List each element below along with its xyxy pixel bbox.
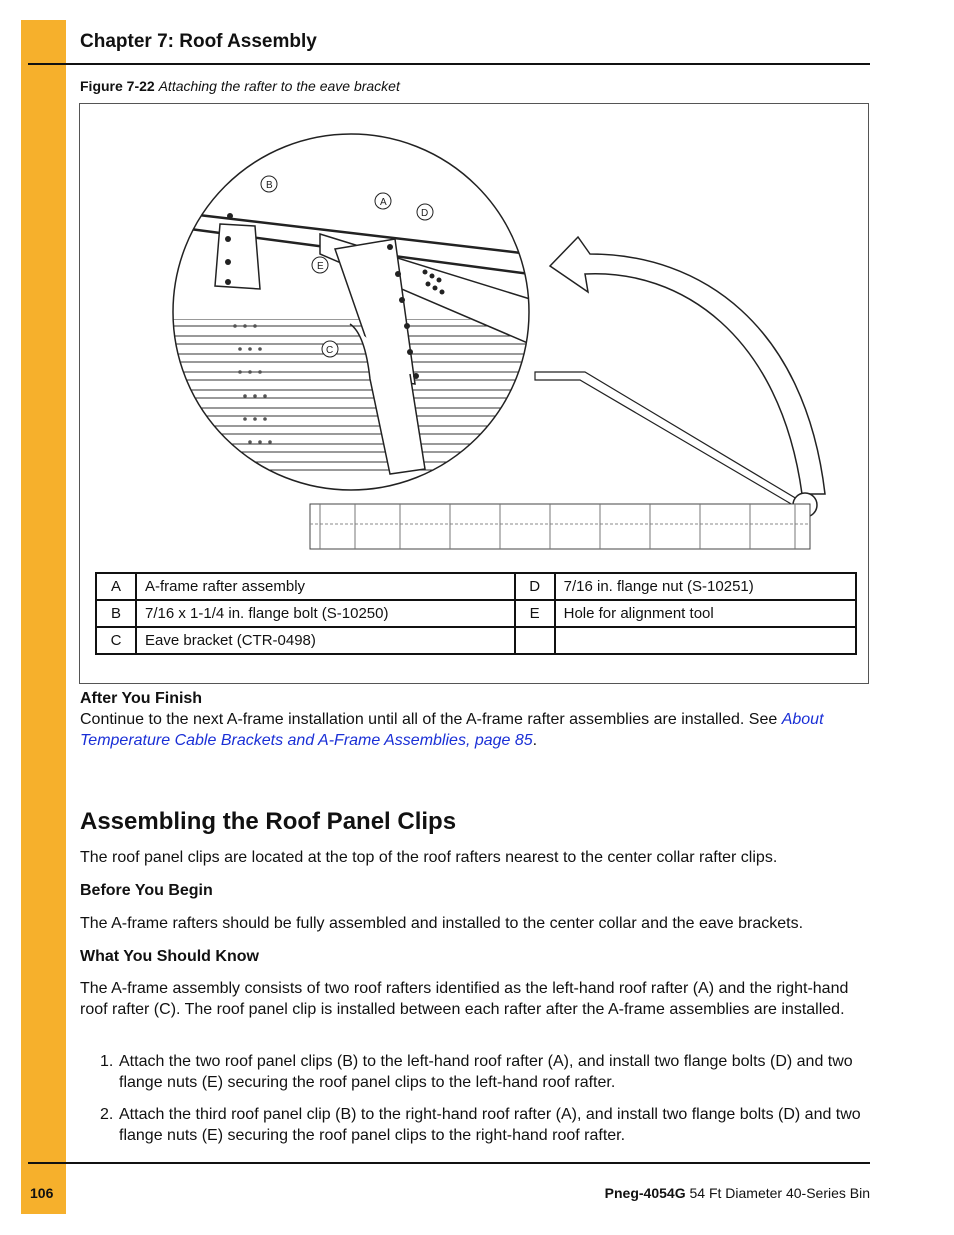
chapter-title: Chapter 7: Roof Assembly xyxy=(80,31,317,52)
page-number: 106 xyxy=(30,1185,54,1201)
after-finish-text: Continue to the next A-frame installation until all of the A-frame rafter assemblies are installed. See About Temperature Cable Brackets and A-Frame Assemblies, page 85. xyxy=(80,711,824,749)
footer-rule xyxy=(28,1162,870,1164)
step-text: Attach the third roof panel clip (B) to the right-hand roof rafter (A), and install two flange bolts (D) and two flange nuts (E) securing the roof panel clips to the right-hand roof rafter. xyxy=(119,1106,861,1144)
svg-text:C: C xyxy=(326,345,334,356)
table-row: C Eave bracket (CTR-0498) xyxy=(96,627,856,654)
svg-text:B: B xyxy=(266,180,273,191)
step-item xyxy=(80,1052,870,1093)
detail-view xyxy=(170,134,540,494)
svg-text:A: A xyxy=(380,197,387,208)
doc-code: Pneg-4054G xyxy=(604,1185,686,1201)
step-item xyxy=(80,1105,870,1146)
document-id xyxy=(605,1185,870,1201)
bin-eave-ring xyxy=(310,504,810,549)
step-number: 1. xyxy=(100,1053,114,1070)
figure-caption xyxy=(80,78,400,94)
step-number: 2. xyxy=(100,1106,114,1123)
table-row: B 7/16 x 1-1/4 in. flange bolt (S-10250) E Hole for alignment tool xyxy=(96,600,856,627)
after-finish-heading: After You Finish xyxy=(80,690,203,707)
rafter-eave-illustration xyxy=(80,104,868,564)
figure-frame xyxy=(79,103,869,684)
direction-arrow xyxy=(550,237,825,494)
header-rule xyxy=(28,63,870,65)
svg-text:D: D xyxy=(421,208,429,219)
chapter-tab-bar xyxy=(21,20,66,1214)
what-to-know-text: The A-frame assembly consists of two roof rafters identified as the left-hand roof rafter (A) and the right-hand roof rafter (C). The roof panel clip is installed between each rafter after the A-frame assemblies are installed. xyxy=(80,980,849,1018)
before-begin-heading: Before You Begin xyxy=(80,882,213,899)
cross-reference-link[interactable]: About Temperature Cable Brackets and A-Frame Assemblies, page 85 xyxy=(80,711,824,749)
table-row: A A-frame rafter assembly D 7/16 in. flange nut (S-10251) xyxy=(96,573,856,600)
rafter-overview xyxy=(535,372,802,508)
what-to-know-heading: What You Should Know xyxy=(80,948,259,965)
before-begin-text: The A-frame rafters should be fully assembled and installed to the center collar and the eave brackets. xyxy=(80,915,804,932)
step-text: Attach the two roof panel clips (B) to the left-hand roof rafter (A), and install two flange bolts (D) and two flange nuts (E) securing the roof panel clips to the left-hand roof rafter. xyxy=(119,1053,853,1091)
section-title: Assembling the Roof Panel Clips xyxy=(80,808,457,835)
figure-number: Figure 7-22 xyxy=(80,78,155,94)
section-intro: The roof panel clips are located at the top of the roof rafters nearest to the center collar rafter clips. xyxy=(80,849,778,866)
callout-legend-table xyxy=(95,572,857,655)
figure-caption-text: Attaching the rafter to the eave bracket xyxy=(158,78,400,94)
doc-title: 54 Ft Diameter 40-Series Bin xyxy=(685,1185,870,1201)
svg-text:E: E xyxy=(317,261,324,272)
